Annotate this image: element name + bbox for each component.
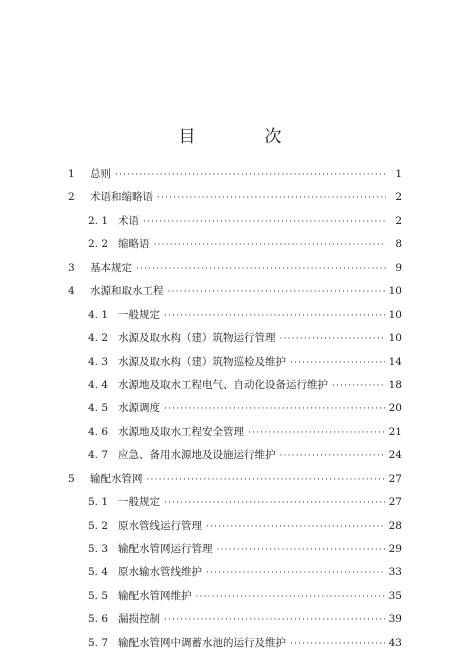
toc-entry-page-number: 2 — [395, 191, 402, 204]
toc-entry-label: 水源地及取水工程安全管理 — [118, 425, 244, 438]
toc-entry-page-number: 1 — [395, 168, 402, 180]
toc-entry — [68, 541, 402, 564]
toc-entry-label: 水源和取水工程 — [90, 285, 164, 298]
toc-entry — [68, 307, 402, 330]
toc-entry-label: 应急、备用水源地及设施运行维护 — [118, 449, 276, 462]
toc-entry-number: 5. 6 — [88, 613, 109, 626]
toc-entry-label: 原水输水管线维护 — [118, 566, 202, 579]
toc-entry — [68, 471, 402, 494]
toc-dot-leader — [217, 545, 385, 555]
toc-dot-leader — [280, 451, 385, 461]
toc-entry — [68, 588, 402, 611]
toc-entry-number: 5. 5 — [88, 589, 109, 602]
toc-entry-label: 水源及取水构（建）筑物运行管理 — [118, 332, 276, 345]
toc-dot-leader — [147, 475, 385, 485]
toc-entry-number: 5. 7 — [88, 636, 109, 649]
toc-entry-page-number: 21 — [388, 425, 402, 438]
toc-entry — [68, 611, 402, 634]
toc-dot-leader — [164, 615, 385, 625]
toc-entry-number: 4. 6 — [88, 425, 109, 438]
toc-dot-leader — [157, 193, 386, 203]
toc-entry-label: 漏损控制 — [118, 613, 160, 626]
toc-dot-leader — [115, 170, 386, 180]
toc-entry-page-number: 2 — [395, 214, 402, 227]
toc-entry-label: 水源及取水构（建）筑物巡检及维护 — [118, 355, 286, 368]
toc-dot-leader — [164, 311, 385, 321]
toc-dot-leader — [154, 240, 387, 250]
toc-dot-leader — [164, 404, 385, 414]
toc-entry-number: 5 — [68, 472, 75, 485]
toc-entry-number: 5. 3 — [88, 543, 109, 555]
toc-entry-number: 2. 1 — [88, 214, 109, 227]
toc-entry-label: 输配水管网维护 — [118, 589, 192, 602]
toc-entry-number: 4 — [68, 285, 75, 298]
toc-dot-leader — [168, 287, 385, 297]
toc-entry-page-number: 10 — [388, 308, 402, 321]
toc-title: 目 次 — [178, 127, 308, 147]
toc-entry-number: 4. 3 — [88, 355, 109, 368]
toc-dot-leader — [136, 264, 386, 274]
toc-entry — [68, 260, 402, 283]
toc-entry — [68, 494, 402, 517]
toc-entry-label: 输配水管网 — [90, 472, 143, 485]
toc-entry-number: 2. 2 — [88, 238, 109, 251]
toc-entry-label: 术语 — [118, 214, 139, 227]
toc-entry — [68, 424, 402, 447]
toc-entry-number: 5. 2 — [88, 519, 109, 532]
toc-entry-page-number: 28 — [388, 519, 402, 532]
toc-entry-label: 术语和缩略语 — [90, 191, 153, 204]
toc-entry-number: 4. 1 — [88, 308, 109, 321]
toc-dot-leader — [290, 358, 385, 368]
toc-entry-page-number: 20 — [388, 402, 402, 415]
toc-entry — [68, 283, 402, 306]
toc-entry-number: 3 — [68, 261, 75, 274]
toc-entry-label: 一般规定 — [118, 496, 160, 509]
toc-entry-label: 输配水管网中调蓄水池的运行及维护 — [118, 636, 286, 649]
toc-entry-page-number: 39 — [388, 613, 402, 626]
toc-entry-number: 4. 5 — [88, 402, 109, 415]
toc-entry-label: 基本规定 — [90, 261, 132, 274]
toc-entry-label: 缩略语 — [118, 238, 150, 251]
toc-dot-leader — [248, 428, 385, 438]
toc-entry-label: 一般规定 — [118, 308, 160, 321]
toc-entry-label: 水源地及取水工程电气、自动化设备运行维护 — [118, 378, 328, 391]
toc-entry — [68, 213, 402, 236]
toc-entry-number: 5. 4 — [88, 566, 109, 579]
toc-entry — [68, 166, 402, 189]
toc-dot-leader — [164, 498, 385, 508]
toc-entry-page-number: 33 — [388, 566, 402, 579]
toc-entry-number: 4. 2 — [88, 332, 109, 345]
toc-entry — [68, 447, 402, 470]
toc-entry-page-number: 29 — [388, 543, 402, 555]
toc-dot-leader — [332, 381, 385, 391]
toc-entry-page-number: 9 — [395, 261, 402, 274]
toc-entry-label: 输配水管网运行管理 — [118, 543, 213, 555]
toc-list — [68, 166, 402, 658]
toc-dot-leader — [206, 568, 385, 578]
toc-entry — [68, 189, 402, 212]
toc-entry-number: 4. 7 — [88, 449, 109, 462]
toc-entry — [68, 377, 402, 400]
toc-entry-label: 总则 — [90, 168, 111, 180]
toc-entry-number: 1 — [68, 168, 75, 180]
toc-entry — [68, 635, 402, 658]
toc-entry-page-number: 27 — [388, 496, 402, 509]
toc-entry-page-number: 24 — [388, 449, 402, 462]
toc-entry — [68, 518, 402, 541]
toc-entry — [68, 564, 402, 587]
toc-dot-leader — [280, 334, 385, 344]
toc-entry-page-number: 27 — [388, 472, 402, 485]
toc-entry-label: 水源调度 — [118, 402, 160, 415]
toc-dot-leader — [290, 639, 385, 649]
toc-entry-number: 4. 4 — [88, 378, 109, 391]
toc-entry — [68, 330, 402, 353]
toc-entry — [68, 354, 402, 377]
toc-entry-page-number: 10 — [388, 332, 402, 345]
toc-entry — [68, 400, 402, 423]
toc-entry-number: 5. 1 — [88, 496, 109, 509]
toc-dot-leader — [196, 592, 385, 602]
toc-entry-page-number: 8 — [395, 238, 402, 251]
toc-entry-page-number: 14 — [388, 355, 402, 368]
toc-entry-page-number: 43 — [388, 636, 402, 649]
toc-dot-leader — [206, 522, 385, 532]
toc-entry — [68, 236, 402, 259]
toc-entry-page-number: 35 — [388, 589, 402, 602]
toc-entry-page-number: 18 — [388, 378, 402, 391]
toc-entry-label: 原水管线运行管理 — [118, 519, 202, 532]
toc-entry-number: 2 — [68, 191, 75, 204]
toc-dot-leader — [143, 217, 386, 227]
toc-entry-page-number: 10 — [388, 285, 402, 298]
